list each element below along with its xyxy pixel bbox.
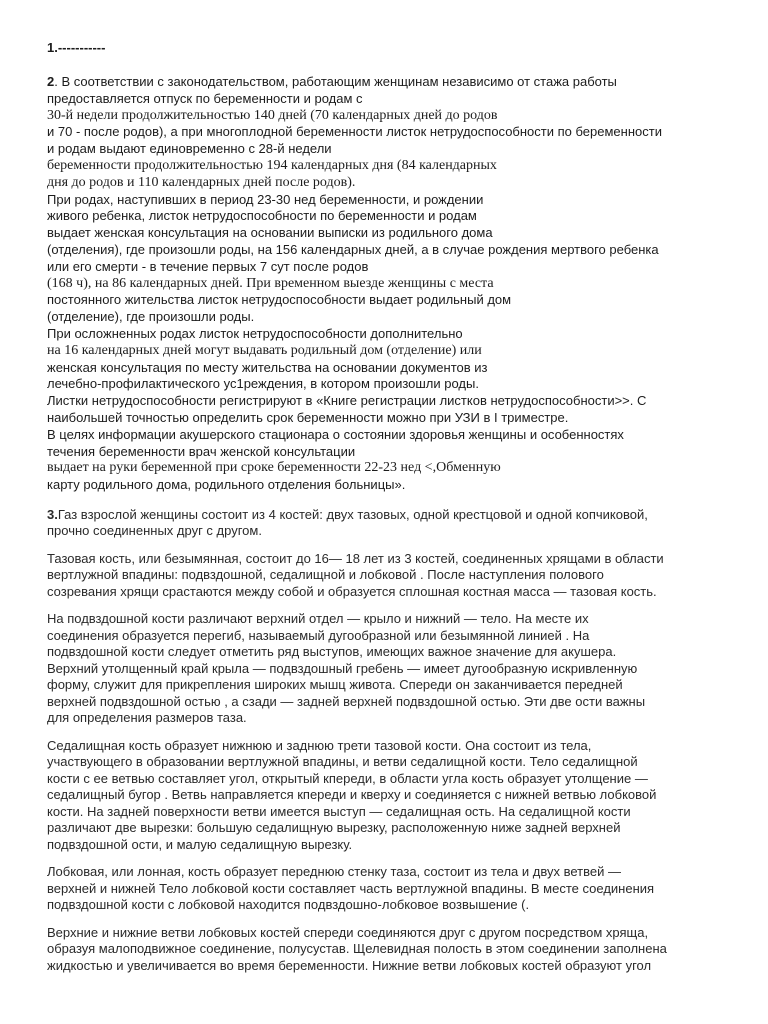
section-3-line: участвующего в образовании вертлужной впадины, и ветви седалищной кости. Тело седалищной xyxy=(47,754,638,770)
section-2-line: и родам выдают единовременно с 28-й недели xyxy=(47,141,332,157)
section-3-paragraph xyxy=(47,864,727,914)
section-3-line: образуя малоподвижное соединение, полусустав. Щелевидная полость в этом соединении заполнена xyxy=(47,941,667,957)
section-3-line: верхней и нижней Тело лобковой кости составляет часть вертлужной впадины. В месте соединения xyxy=(47,880,655,896)
section-2-line: беременности продолжительностью 194 календарных дня (84 календарных xyxy=(47,157,497,173)
section-3-paragraph xyxy=(47,611,727,727)
section-2-line: (168 ч), на 86 календарных дней. При временном выезде женщины с места xyxy=(47,275,494,291)
section-1-heading: 1.----------- xyxy=(47,40,106,55)
section-3-line: прочно соединенных друг с другом. xyxy=(47,523,262,539)
section-3-line: Верхние и нижние ветви лобковых костей спереди соединяются друг с другом посредством хряща, xyxy=(47,924,649,940)
section-3-line: подвздошной кости следует отметить ряд выступов, имеющих важное значение для акушера. xyxy=(47,644,617,660)
section-3-line: кости с ее ветвью составляет угол, открытый кпереди, в области угла кость образует утолщение — xyxy=(47,770,648,786)
section-2-line: на 16 календарных дней могут выдавать родильный дом (отделение) или xyxy=(47,342,482,358)
section-3-line: жидкостью и увеличивается во время беременности. Нижние ветви лобковых костей образуют угол xyxy=(47,957,652,973)
section-2-line: карту родильного дома, родильного отделения больницы». xyxy=(47,477,406,493)
section-2-number: 2 xyxy=(47,74,55,89)
section-3-number: 3. xyxy=(47,506,58,522)
section-3-line: Лобковая, или лонная, кость образует переднюю стенку таза, состоит из тела и двух ветвей — xyxy=(47,864,621,880)
section-2-line: лечебно-профилактического ус1реждения, в котором произошли роды. xyxy=(47,376,479,392)
section-3 xyxy=(47,507,727,975)
section-2-line: и 70 - после родов), а при многоплодной беременности листок нетрудоспособности по беременности xyxy=(47,124,662,140)
section-2-line: При осложненных родах листок нетрудоспособности дополнительно xyxy=(47,325,463,341)
section-2-line: течения беременности врач женской консультации xyxy=(47,443,356,459)
section-2-line: При родах, наступивших в период 23-30 нед беременности, и рождении xyxy=(47,191,484,207)
section-2-line: Листки нетрудоспособности регистрируют в «Книге регистрации листков нетрудоспособности>>. С xyxy=(47,393,647,409)
section-3-line: верхней подвздошной остью , а сзади — задней верхней подвздошной остью. Эти две ости важны xyxy=(47,693,646,709)
section-2-line: женская консультация по месту жительства на основании документов из xyxy=(47,359,488,375)
section-3-line: Седалищная кость образует нижнюю и заднюю трети тазовой кости. Она состоит из тела, xyxy=(47,737,592,753)
section-3-paragraph xyxy=(47,738,727,854)
section-3-line: седалищный бугор . Ветвь направляется кпереди и кверху и соединяется с нижней ветвью лобковой xyxy=(47,787,657,803)
section-3-line: различают две вырезки: большую седалищную вырезку, расположенную ниже задней верхней xyxy=(47,820,621,836)
section-2-line: постоянного жительства листок нетрудоспособности выдает родильный дом xyxy=(47,292,512,308)
section-3-line: подвздошной ости, и малую седалищную вырезку. xyxy=(47,836,353,852)
section-2-line: наибольшей точностью определить срок беременности можно при УЗИ в I триместре. xyxy=(47,409,569,425)
section-2 xyxy=(47,74,727,494)
section-3-paragraph xyxy=(47,551,727,601)
section-3-line: форму, служит для прикрепления широких мышц живота. Спереди он заканчивается передней xyxy=(47,677,623,693)
section-2-line: (отделение), где произошли роды. xyxy=(47,309,255,325)
section-2-line: (отделения), где произошли роды, на 156 календарных дней, а в случае рождения мертвого ребенка xyxy=(47,241,659,257)
section-2-line: выдает на руки беременной при сроке беременности 22-23 нед <,Обменную xyxy=(47,460,501,476)
section-3-line: Верхний утолщенный край крыла — подвздошный гребень — имеет дугообразную искривленную xyxy=(47,660,638,676)
section-2-line: В целях информации акушерского стационара о состоянии здоровья женщины и особенностях xyxy=(47,426,624,442)
section-2-line: предоставляется отпуск по беременности и родам с xyxy=(47,90,363,106)
section-2-line: выдает женская консультация на основании выписки из родильного дома xyxy=(47,225,493,241)
section-3-line: вертлужной впадины: подвздошной, седалищной и лобковой . После наступления полового xyxy=(47,567,604,583)
section-3-line: 3.Газ взрослой женщины состоит из 4 костей: двух тазовых, одной крестцовой и одной копчиковой, xyxy=(47,506,648,522)
section-2-line: живого ребенка, листок нетрудоспособности по беременности и родам xyxy=(47,208,477,224)
section-3-line: Тазовая кость, или безымянная, состоит до 16— 18 лет из 3 костей, соединенных хрящами в области xyxy=(47,550,664,566)
section-3-line: кости. На задней поверхности ветви имеется выступ — седалищная ость. На седалищной кости xyxy=(47,803,631,819)
section-3-line: подвздошной кости с лобковой находится подвздошно-лобковое возвышение (. xyxy=(47,897,530,913)
section-3-paragraph xyxy=(47,925,727,975)
section-3-line: соединения образуется перегиб, называемый дугообразной или безымянной линией . На xyxy=(47,627,590,643)
section-2-line: 30-й недели продолжительностью 140 дней (70 календарных дней до родов xyxy=(47,107,498,123)
section-3-line: На подвздошной кости различают верхний отдел — крыло и нижний — тело. На месте их xyxy=(47,611,589,627)
section-2-line: или его смерти - в течение первых 7 сут после родов xyxy=(47,258,369,274)
section-3-paragraph xyxy=(47,507,727,540)
section-2-line: дня до родов и 110 календарных дней после родов). xyxy=(47,174,356,190)
section-2-line: 2. В соответствии с законодательством, работающим женщинам независимо от стажа работы xyxy=(47,74,617,89)
document-page xyxy=(47,40,727,974)
section-3-line: для определения размеров таза. xyxy=(47,710,247,726)
section-3-line: созревания хрящи срастаются между собой и образуется сплошная костная масса — тазовая кость. xyxy=(47,583,657,599)
